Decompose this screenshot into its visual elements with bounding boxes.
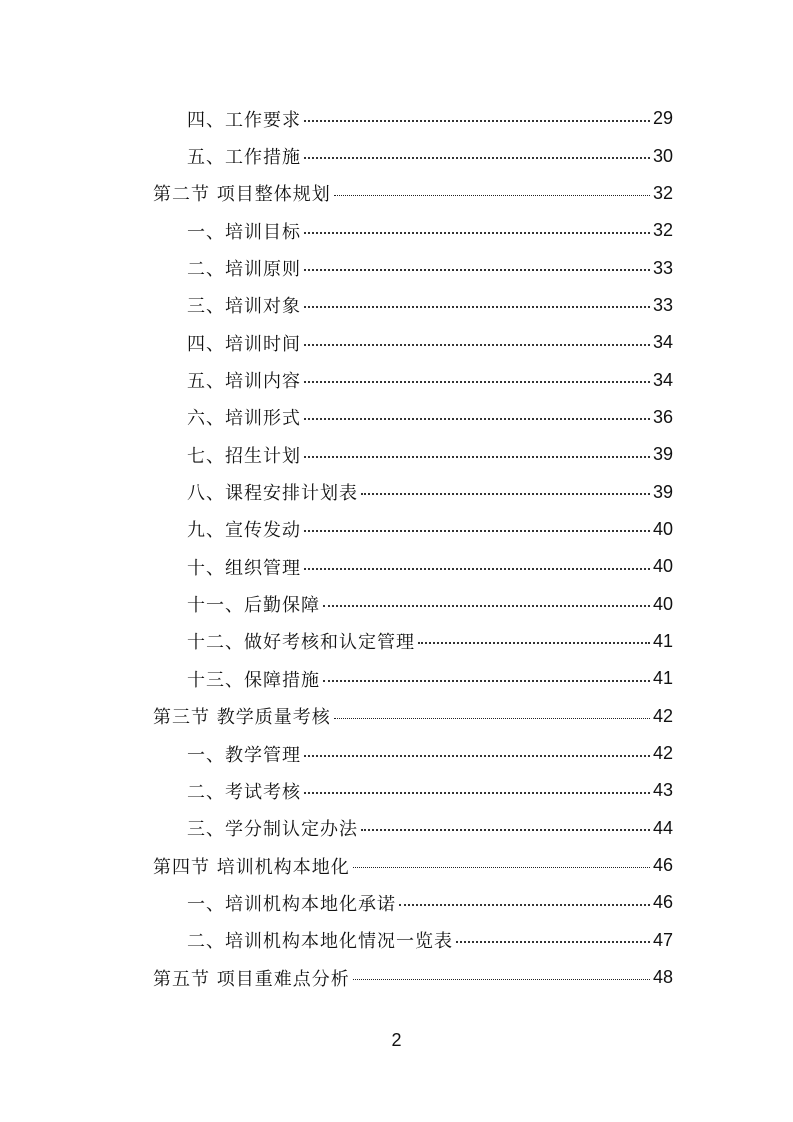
toc-entry-label: 九、宣传发动 <box>187 520 301 542</box>
toc-entry-label: 第三节 教学质量考核 <box>153 707 331 729</box>
dot-leader <box>304 530 650 532</box>
dot-leader <box>418 642 650 644</box>
toc-entry-label: 七、招生计划 <box>187 445 301 467</box>
dot-leader <box>361 829 650 831</box>
toc-entry-label: 三、学分制认定办法 <box>187 819 358 841</box>
toc-entry-label: 八、课程安排计划表 <box>187 483 358 505</box>
toc-subsection-entry[interactable] <box>153 884 673 921</box>
toc-subsection-entry[interactable] <box>153 324 673 361</box>
toc-entry-label: 四、工作要求 <box>187 109 301 131</box>
toc-entry-label: 三、培训对象 <box>187 296 301 318</box>
toc-subsection-entry[interactable] <box>153 137 673 174</box>
toc-entry-page: 43 <box>652 780 673 801</box>
toc-entry-label: 二、培训原则 <box>187 259 301 281</box>
toc-entry-page: 33 <box>652 257 673 278</box>
dot-leader <box>304 456 650 458</box>
toc-entry-label: 五、工作措施 <box>187 147 301 169</box>
toc-subsection-entry[interactable] <box>153 660 673 697</box>
dot-leader <box>323 605 650 607</box>
dot-leader <box>304 157 650 159</box>
toc-entry-page: 33 <box>652 294 673 315</box>
toc-subsection-entry[interactable] <box>153 548 673 585</box>
dot-leader <box>304 344 650 346</box>
toc-subsection-entry[interactable] <box>153 249 673 286</box>
dot-leader <box>304 232 650 234</box>
dot-leader <box>304 381 650 383</box>
page-number: 2 <box>391 1030 402 1050</box>
toc-entry-label: 四、培训时间 <box>187 333 301 355</box>
toc-entry-label: 十一、后勤保障 <box>187 595 320 617</box>
toc-subsection-entry[interactable] <box>153 473 673 510</box>
toc-subsection-entry[interactable] <box>153 810 673 847</box>
toc-entry-page: 29 <box>652 108 673 129</box>
dot-leader <box>304 792 650 794</box>
toc-entry-page: 40 <box>652 593 673 614</box>
toc-entry-page: 42 <box>652 705 673 726</box>
toc-entry-page: 34 <box>652 332 673 353</box>
toc-entry-label: 五、培训内容 <box>187 371 301 393</box>
toc-entry-label: 一、培训机构本地化承诺 <box>187 893 396 915</box>
toc-entry-page: 32 <box>652 220 673 241</box>
toc-entry-page: 32 <box>652 182 673 203</box>
dot-leader <box>353 867 650 868</box>
toc-entry-label: 二、培训机构本地化情况一览表 <box>187 931 453 953</box>
toc-entry-label: 一、培训目标 <box>187 221 301 243</box>
toc-section-entry[interactable] <box>153 175 673 212</box>
dot-leader <box>304 306 650 308</box>
toc-entry-page: 48 <box>652 967 673 988</box>
toc-entry-label: 第二节 项目整体规划 <box>153 184 331 206</box>
toc-entry-label: 十三、保障措施 <box>187 669 320 691</box>
dot-leader <box>304 568 650 570</box>
toc-section-entry[interactable] <box>153 847 673 884</box>
toc-entry-page: 36 <box>652 406 673 427</box>
toc-entry-page: 41 <box>652 630 673 651</box>
toc-subsection-entry[interactable] <box>153 623 673 660</box>
dot-leader <box>304 269 650 271</box>
dot-leader <box>304 755 650 757</box>
toc-entry-page: 39 <box>652 444 673 465</box>
dot-leader <box>323 680 650 682</box>
dot-leader <box>334 718 650 719</box>
toc-entry-label: 第四节 培训机构本地化 <box>153 856 350 878</box>
dot-leader <box>456 941 650 943</box>
toc-subsection-entry[interactable] <box>153 100 673 137</box>
toc-entry-label: 六、培训形式 <box>187 408 301 430</box>
dot-leader <box>361 493 650 495</box>
toc-entry-page: 39 <box>652 481 673 502</box>
dot-leader <box>353 979 650 980</box>
toc-subsection-entry[interactable] <box>153 735 673 772</box>
toc-entry-label: 十、组织管理 <box>187 557 301 579</box>
toc-entry-page: 46 <box>652 892 673 913</box>
toc-subsection-entry[interactable] <box>153 436 673 473</box>
dot-leader <box>399 904 650 906</box>
toc-entry-page: 41 <box>652 668 673 689</box>
toc-entry-page: 40 <box>652 556 673 577</box>
dot-leader <box>334 195 650 196</box>
toc-section-entry[interactable] <box>153 698 673 735</box>
toc-entry-label: 十二、做好考核和认定管理 <box>187 632 415 654</box>
toc-entry-page: 44 <box>652 817 673 838</box>
toc-entry-page: 42 <box>652 743 673 764</box>
toc-entry-page: 40 <box>652 518 673 539</box>
table-of-contents <box>153 100 673 996</box>
toc-entry-page: 46 <box>652 855 673 876</box>
toc-subsection-entry[interactable] <box>153 212 673 249</box>
toc-entry-label: 一、教学管理 <box>187 744 301 766</box>
toc-entry-label: 第五节 项目重难点分析 <box>153 968 350 990</box>
toc-section-entry[interactable] <box>153 959 673 996</box>
toc-subsection-entry[interactable] <box>153 922 673 959</box>
toc-entry-page: 34 <box>652 369 673 390</box>
dot-leader <box>304 120 650 122</box>
toc-subsection-entry[interactable] <box>153 585 673 622</box>
dot-leader <box>304 418 650 420</box>
toc-subsection-entry[interactable] <box>153 511 673 548</box>
toc-subsection-entry[interactable] <box>153 772 673 809</box>
toc-entry-page: 30 <box>652 145 673 166</box>
toc-entry-page: 47 <box>652 929 673 950</box>
toc-subsection-entry[interactable] <box>153 399 673 436</box>
toc-subsection-entry[interactable] <box>153 287 673 324</box>
toc-entry-label: 二、考试考核 <box>187 781 301 803</box>
toc-subsection-entry[interactable] <box>153 361 673 398</box>
